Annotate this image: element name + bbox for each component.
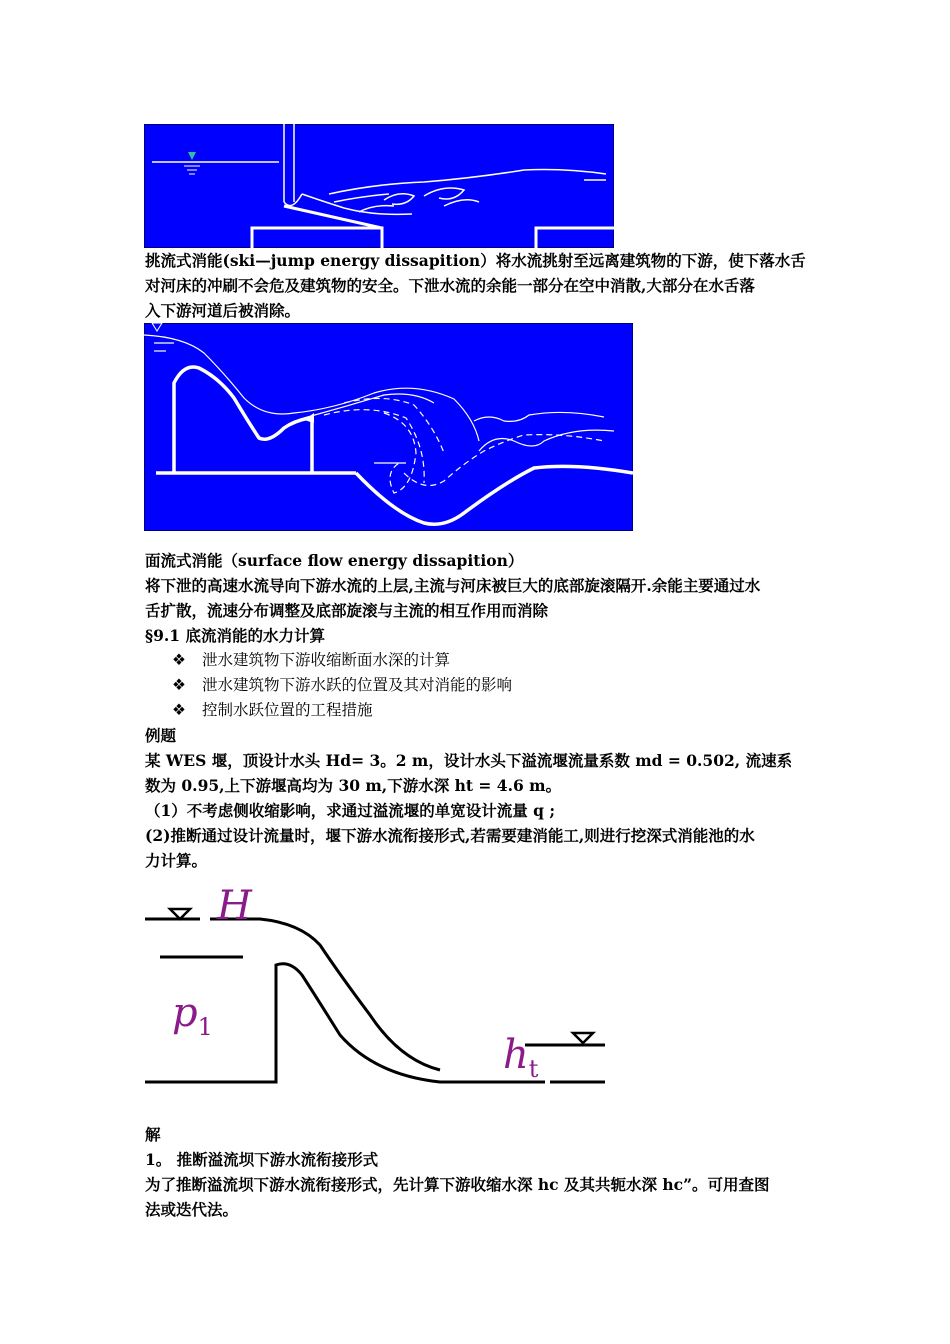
symbol-p-subscript: 1 bbox=[197, 1013, 213, 1041]
symbol-p: p bbox=[172, 990, 198, 1036]
example-line-3: （1）不考虑侧收缩影响，求通过溢流堰的单宽设计流量 q ; bbox=[145, 801, 556, 820]
bullet-mark-icon: ❖ bbox=[172, 676, 186, 694]
symbol-h: h bbox=[503, 1032, 529, 1078]
solution-title: 解 bbox=[145, 1125, 161, 1144]
section-heading: §9.1 底流消能的水力计算 bbox=[145, 626, 325, 645]
ski-jump-text-line-1: 挑流式消能(ski—jump energy dissapition）将水流挑射至远离建筑物的下游，使下落水舌 bbox=[145, 251, 806, 270]
example-line-1: 某 WES 堰，顶设计水头 Hd= 3。2 m，设计水头下溢流堰流量系数 md = 0.502, 流速系 bbox=[145, 751, 793, 770]
weir-height-symbol-p1 bbox=[172, 990, 213, 1041]
example-line-2: 数为 0.95,上下游堰高均为 30 m,下游水深 ht = 4.6 m。 bbox=[145, 776, 562, 795]
ski-jump-figure bbox=[144, 124, 614, 248]
surface-flow-title: 面流式消能（surface flow energy dissapition） bbox=[145, 551, 524, 570]
solution-line-1: 为了推断溢流坝下游水流衔接形式，先计算下游收缩水深 hc 及其共轭水深 hc”。可用查图 bbox=[145, 1175, 770, 1194]
surface-flow-text-line-1: 将下泄的高速水流导向下游水流的上层,主流与河床被巨大的底部旋滚隔开.余能主要通过水 bbox=[145, 576, 761, 595]
example-line-5: 力计算。 bbox=[145, 851, 208, 870]
head-symbol-H: H bbox=[217, 883, 252, 929]
solution-line-2: 法或迭代法。 bbox=[145, 1200, 239, 1219]
bullet-mark-icon: ❖ bbox=[172, 701, 186, 719]
example-line-4: (2)推断通过设计流量时，堰下游水流衔接形式,若需要建消能工,则进行挖深式消能池的水 bbox=[145, 826, 755, 845]
solution-step-1: 1。 推断溢流坝下游水流衔接形式 bbox=[145, 1150, 379, 1169]
bullet-item bbox=[172, 698, 373, 723]
symbol-h-subscript: t bbox=[528, 1055, 539, 1083]
bullet-item bbox=[172, 648, 450, 673]
bullet-text: 泄水建筑物下游收缩断面水深的计算 bbox=[202, 651, 451, 669]
ski-jump-text-line-2: 对河床的冲刷不会危及建筑物的安全。下泄水流的余能一部分在空中消散,大部分在水舌落 bbox=[145, 276, 755, 295]
surface-flow-text-line-2: 舌扩散，流速分布调整及底部旋滚与主流的相互作用而消除 bbox=[145, 601, 549, 620]
ski-jump-text-line-3: 入下游河道后被消除。 bbox=[145, 301, 301, 320]
bullet-text: 控制水跃位置的工程措施 bbox=[202, 701, 373, 719]
bullet-mark-icon: ❖ bbox=[172, 651, 186, 669]
tailwater-symbol-ht bbox=[503, 1032, 538, 1083]
surface-flow-figure bbox=[144, 323, 633, 531]
example-title: 例题 bbox=[145, 726, 177, 745]
bullet-item bbox=[172, 673, 512, 698]
bullet-text: 泄水建筑物下游水跃的位置及其对消能的影响 bbox=[202, 676, 513, 694]
